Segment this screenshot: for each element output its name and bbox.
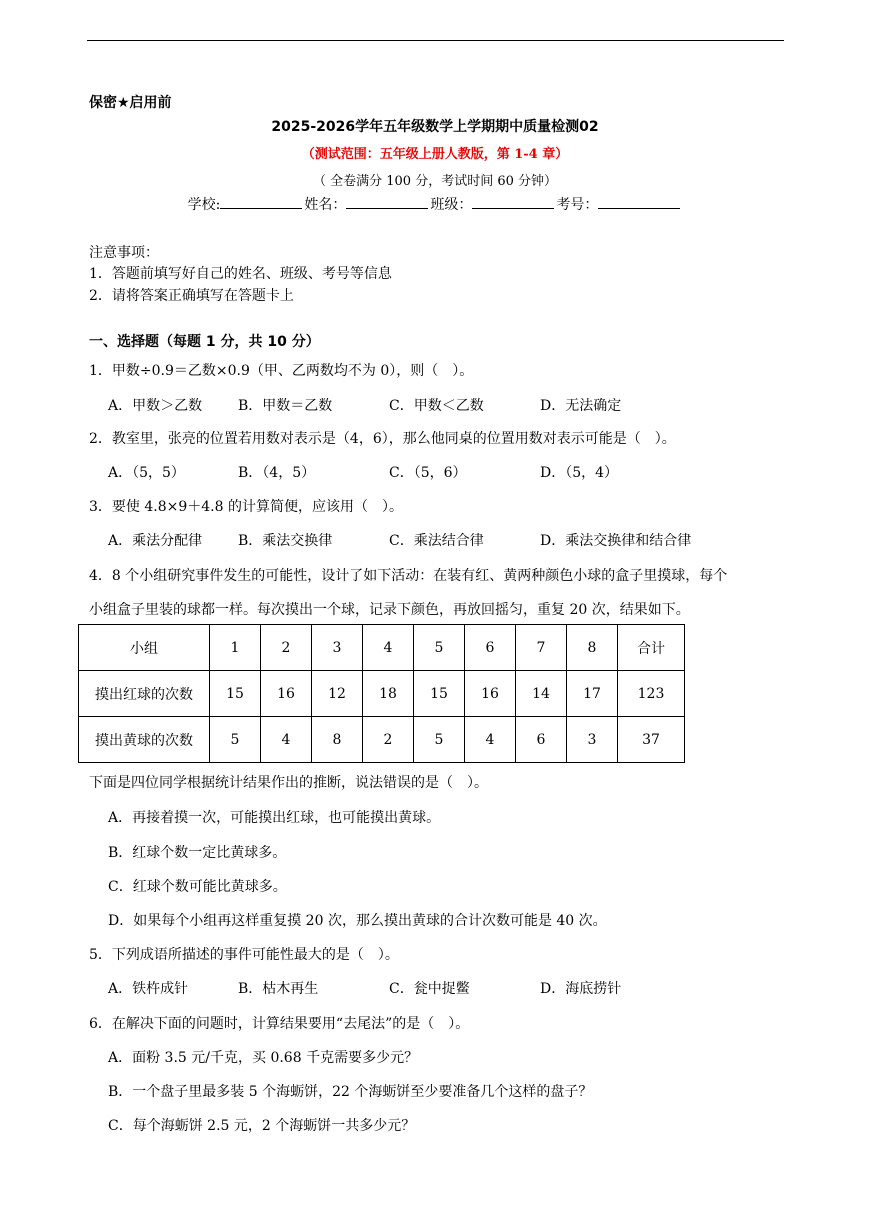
q5-option-d[interactable]: D．海底捞针 <box>540 981 622 997</box>
note-item-2: 2．请将答案正确填写在答题卡上 <box>89 288 294 304</box>
exam-meta: （ 全卷满分 100 分，考试时间 60 分钟） <box>312 174 558 189</box>
table-cell: 12 <box>312 671 363 717</box>
school-label: 学校: <box>187 197 221 213</box>
table-cell: 2 <box>363 717 414 763</box>
notes-title: 注意事项： <box>89 245 159 261</box>
q1-option-d[interactable]: D．无法确定 <box>540 398 622 414</box>
name-label: 姓名： <box>304 197 347 213</box>
q1-option-b[interactable]: B．甲数＝乙数 <box>238 398 333 414</box>
table-header-cell: 合计 <box>618 625 685 671</box>
q2-option-b[interactable]: B．（4，5） <box>238 465 316 481</box>
q4-option-d[interactable]: D．如果每个小组再这样重复摸 20 次，那么摸出黄球的合计次数可能是 40 次。 <box>108 913 607 929</box>
q5-stem: 5．下列成语所描述的事件可能性最大的是（ ）。 <box>89 947 399 963</box>
school-blank[interactable] <box>220 194 302 209</box>
table-cell: 15 <box>414 671 465 717</box>
table-header-cell: 4 <box>363 625 414 671</box>
student-info-fields <box>0 194 870 214</box>
q5-option-a[interactable]: A．铁杵成针 <box>108 981 189 997</box>
section1-title: 一、选择题（每题 1 分，共 10 分） <box>89 334 320 350</box>
table-cell: 18 <box>363 671 414 717</box>
q6-option-c[interactable]: C．每个海蛎饼 2.5 元，2 个海蛎饼一共多少元？ <box>108 1118 416 1134</box>
results-table <box>78 624 685 763</box>
q5-option-c[interactable]: C．瓮中捉鳖 <box>389 981 470 997</box>
table-header-cell: 1 <box>210 625 261 671</box>
q2-stem: 2．教室里，张亮的位置若用数对表示是（4，6），那么他同桌的位置用数对表示可能是（ ）。 <box>89 431 676 447</box>
id-label: 考号： <box>556 197 599 213</box>
table-cell: 16 <box>261 671 312 717</box>
q6-stem: 6．在解决下面的问题时，计算结果要用“去尾法”的是（ ）。 <box>89 1016 470 1032</box>
q4-question: 下面是四位同学根据统计结果作出的推断，说法错误的是（ ）。 <box>89 775 488 791</box>
q2-option-c[interactable]: C．（5，6） <box>389 465 467 481</box>
table-header-cell: 5 <box>414 625 465 671</box>
q6-option-a[interactable]: A．面粉 3.5 元/千克，买 0.68 千克需要多少元？ <box>108 1050 419 1066</box>
table-header-cell: 6 <box>465 625 516 671</box>
q3-option-c[interactable]: C．乘法结合律 <box>389 533 484 549</box>
table-cell: 15 <box>210 671 261 717</box>
table-header-cell: 8 <box>567 625 618 671</box>
table-cell: 摸出红球的次数 <box>79 671 210 717</box>
table-cell: 6 <box>516 717 567 763</box>
q3-option-d[interactable]: D．乘法交换律和结合律 <box>540 533 692 549</box>
q4-option-c[interactable]: C．红球个数可能比黄球多。 <box>108 879 287 895</box>
q4-stem-line2: 小组盒子里装的球都一样。每次摸出一个球，记录下颜色，再放回摇匀，重复 20 次，结果如下。 <box>89 602 690 618</box>
table-cell: 4 <box>261 717 312 763</box>
table-row <box>79 671 685 717</box>
top-rule <box>87 40 784 41</box>
table-cell: 16 <box>465 671 516 717</box>
q4-stem-line1: 4．8 个小组研究事件发生的可能性，设计了如下活动：在装有红、黄两种颜色小球的盒子里摸球，每个 <box>89 568 728 584</box>
table-cell: 37 <box>618 717 685 763</box>
table-cell: 123 <box>618 671 685 717</box>
page-title: 2025-2026学年五年级数学上学期期中质量检测02 <box>271 119 599 135</box>
table-cell: 8 <box>312 717 363 763</box>
table-header-cell: 7 <box>516 625 567 671</box>
q2-option-a[interactable]: A．（5，5） <box>108 465 185 481</box>
q4-option-a[interactable]: A．再接着摸一次，可能摸出红球，也可能摸出黄球。 <box>108 810 441 826</box>
table-cell: 17 <box>567 671 618 717</box>
q1-option-a[interactable]: A．甲数＞乙数 <box>108 398 203 414</box>
test-scope: （测试范围：五年级上册人教版，第 1-4 章） <box>301 147 569 162</box>
q1-option-c[interactable]: C．甲数＜乙数 <box>389 398 484 414</box>
class-label: 班级： <box>430 197 473 213</box>
q3-option-a[interactable]: A．乘法分配律 <box>108 533 203 549</box>
table-header-cell: 小组 <box>79 625 210 671</box>
table-header-cell: 3 <box>312 625 363 671</box>
q4-option-b[interactable]: B．红球个数一定比黄球多。 <box>108 845 287 861</box>
id-blank[interactable] <box>598 194 680 209</box>
table-cell: 5 <box>210 717 261 763</box>
table-cell: 5 <box>414 717 465 763</box>
q6-option-b[interactable]: B．一个盘子里最多装 5 个海蛎饼，22 个海蛎饼至少要准备几个这样的盘子？ <box>108 1084 593 1100</box>
q2-option-d[interactable]: D．（5，4） <box>540 465 619 481</box>
table-cell: 4 <box>465 717 516 763</box>
note-item-1: 1．答题前填写好自己的姓名、班级、考号等信息 <box>89 266 392 282</box>
name-blank[interactable] <box>346 194 428 209</box>
table-cell: 摸出黄球的次数 <box>79 717 210 763</box>
q5-option-b[interactable]: B．枯木再生 <box>238 981 319 997</box>
q3-stem: 3．要使 4.8×9＋4.8 的计算简便，应该用（ ）。 <box>89 499 403 515</box>
secret-label: 保密★启用前 <box>89 95 172 111</box>
table-cell: 14 <box>516 671 567 717</box>
q1-stem: 1．甲数÷0.9＝乙数×0.9（甲、乙两数均不为 0），则（ ）。 <box>89 363 474 379</box>
table-cell: 3 <box>567 717 618 763</box>
table-header-row <box>79 625 685 671</box>
q3-option-b[interactable]: B．乘法交换律 <box>238 533 333 549</box>
class-blank[interactable] <box>472 194 554 209</box>
table-row <box>79 717 685 763</box>
table-header-cell: 2 <box>261 625 312 671</box>
